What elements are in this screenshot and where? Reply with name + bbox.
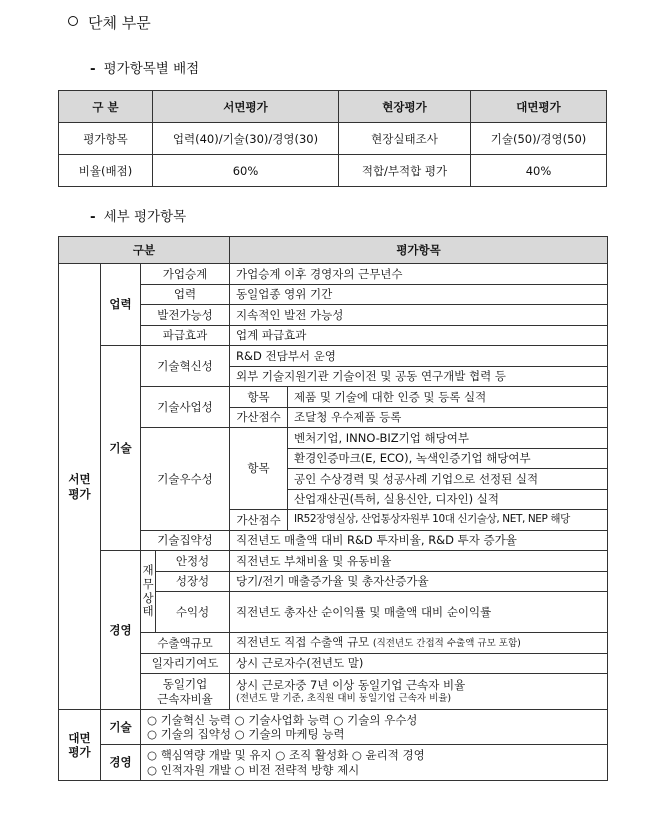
table-row — [59, 387, 608, 408]
subheading-scores-text: 평가항목별 배점 — [103, 61, 200, 77]
finance-label: 재 무 상 태 — [141, 551, 156, 633]
item-desc-line: ○ 기술의 집약성 ○ 기술의 마케팅 능력 — [147, 727, 345, 741]
header-cell: 서면평가 — [153, 91, 339, 123]
item-desc: 동일업종 영위 기간 — [230, 284, 608, 305]
table-row — [59, 551, 608, 572]
item-desc: 제품 및 기술에 대한 인증 및 등록 실적 — [288, 387, 608, 408]
item-desc — [141, 710, 608, 745]
group-label: 기술 — [101, 346, 141, 551]
table-row — [59, 325, 608, 346]
item-desc: 업계 파급효과 — [230, 325, 608, 346]
item-label: 수익성 — [156, 592, 230, 633]
item-desc: 지속적인 발전 가능성 — [230, 305, 608, 326]
group-label: 업력 — [101, 264, 141, 346]
table-row — [59, 710, 608, 745]
table-row — [59, 653, 608, 674]
item-desc: 산업재산권(특허, 실용신안, 디자인) 실적 — [288, 489, 608, 510]
row-label: 비율(배점) — [59, 155, 153, 187]
header-cell: 구 분 — [59, 91, 153, 123]
header-cell: 구분 — [59, 237, 230, 264]
heading-title: 단체 부문 — [88, 14, 151, 32]
table-cell: 40% — [471, 155, 607, 187]
table-cell: 업력(40)/기술(30)/경영(30) — [153, 123, 339, 155]
table-row — [59, 155, 607, 187]
table-row — [59, 123, 607, 155]
item-label: 발전가능성 — [141, 305, 230, 326]
table-cell: 현장실태조사 — [339, 123, 471, 155]
header-cell: 평가항목 — [230, 237, 608, 264]
section-heading — [68, 12, 151, 33]
item-desc: 직전년도 매출액 대비 R&D 투자비율, R&D 투자 증가율 — [230, 530, 608, 551]
item-desc: 직전년도 총자산 순이익률 및 매출액 대비 순이익률 — [230, 592, 608, 633]
detail-table — [58, 236, 608, 781]
item-desc: 직전년도 부채비율 및 유동비율 — [230, 551, 608, 572]
table-row — [59, 346, 608, 367]
subheading-details-text: 세부 평가항목 — [103, 209, 187, 225]
interview-eval-label: 대면 평가 — [59, 710, 101, 781]
item-label: 기술사업성 — [141, 387, 230, 428]
item-desc-line: ○ 핵심역량 개발 및 유지 ○ 조직 활성화 ○ 윤리적 경영 — [147, 748, 425, 763]
sub-label: 가산점수 — [230, 510, 288, 531]
group-label: 경영 — [101, 745, 141, 781]
row-label: 평가항목 — [59, 123, 153, 155]
table-header-row — [59, 91, 607, 123]
item-label: 기술우수성 — [141, 428, 230, 531]
item-desc-main: 상시 근로자중 7년 이상 동일기업 근속자 비율 — [236, 678, 466, 693]
dash-bullet-icon: - — [90, 209, 96, 225]
item-desc: 벤처기업, INNO-BIZ기업 해당여부 — [288, 428, 608, 449]
item-desc — [230, 633, 608, 654]
score-table — [58, 90, 607, 187]
sub-label: 항목 — [230, 428, 288, 510]
item-desc: R&D 전담부서 운영 — [230, 346, 608, 367]
table-cell: 기술(50)/경영(50) — [471, 123, 607, 155]
item-desc: 환경인증마크(E, ECO), 녹색인증기업 해당여부 — [288, 448, 608, 469]
item-desc-line: ○ 인적자원 개발 ○ 비전 전략적 방향 제시 — [147, 762, 360, 777]
table-row — [59, 264, 608, 285]
table-cell: 60% — [153, 155, 339, 187]
table-row — [59, 530, 608, 551]
table-row — [59, 633, 608, 654]
item-desc: 조달청 우수제품 등록 — [288, 407, 608, 428]
item-label: 성장성 — [156, 571, 230, 592]
header-cell: 대면평가 — [471, 91, 607, 123]
item-note: (직전년도 간접적 수출액 규모 포함) — [372, 638, 521, 650]
item-label: 일자리기여도 — [141, 653, 230, 674]
table-row — [59, 745, 608, 781]
item-note: (전년도 말 기준, 초직원 대비 동일기업 근속자 비율) — [236, 692, 452, 704]
table-row — [59, 674, 608, 710]
item-desc: IR52장영실상, 산업통상자원부 10대 신기술상, NET, NEP 해당 — [288, 510, 608, 531]
item-desc: 가업승계 이후 경영자의 근무년수 — [230, 264, 608, 285]
item-label: 파급효과 — [141, 325, 230, 346]
circle-bullet-icon — [68, 16, 78, 26]
item-desc — [230, 674, 608, 710]
subheading-scores — [90, 57, 199, 77]
dash-bullet-icon: - — [90, 61, 96, 77]
item-desc-line: ○ 기술혁신 능력 ○ 기술사업화 능력 ○ 기술의 우수성 — [147, 712, 418, 727]
item-label: 가업승계 — [141, 264, 230, 285]
group-label: 경영 — [101, 551, 141, 710]
group-label: 기술 — [101, 710, 141, 745]
item-desc: 당기/전기 매출증가율 및 총자산증가율 — [230, 571, 608, 592]
header-cell: 현장평가 — [339, 91, 471, 123]
item-desc: 공인 수상경력 및 성공사례 기업으로 선정된 실적 — [288, 469, 608, 490]
table-cell: 적합/부적합 평가 — [339, 155, 471, 187]
item-desc-main: 직전년도 직접 수출액 규모 — [236, 635, 370, 650]
item-label: 수출액규모 — [141, 633, 230, 654]
item-label: 기술집약성 — [141, 530, 230, 551]
written-eval-label: 서면 평가 — [59, 264, 101, 710]
subheading-details — [90, 205, 186, 225]
table-row — [59, 428, 608, 449]
sub-label: 항목 — [230, 387, 288, 408]
sub-label: 가산점수 — [230, 407, 288, 428]
item-desc: 외부 기술지원기관 기술이전 및 공동 연구개발 협력 등 — [230, 366, 608, 387]
table-header-row — [59, 237, 608, 264]
table-row — [59, 284, 608, 305]
item-label: 기술혁신성 — [141, 346, 230, 387]
item-label: 안정성 — [156, 551, 230, 572]
item-desc — [141, 745, 608, 781]
item-label: 동일기업 근속자비율 — [141, 674, 230, 710]
table-row — [59, 305, 608, 326]
item-desc: 상시 근로자수(전년도 말) — [230, 653, 608, 674]
item-label: 업력 — [141, 284, 230, 305]
